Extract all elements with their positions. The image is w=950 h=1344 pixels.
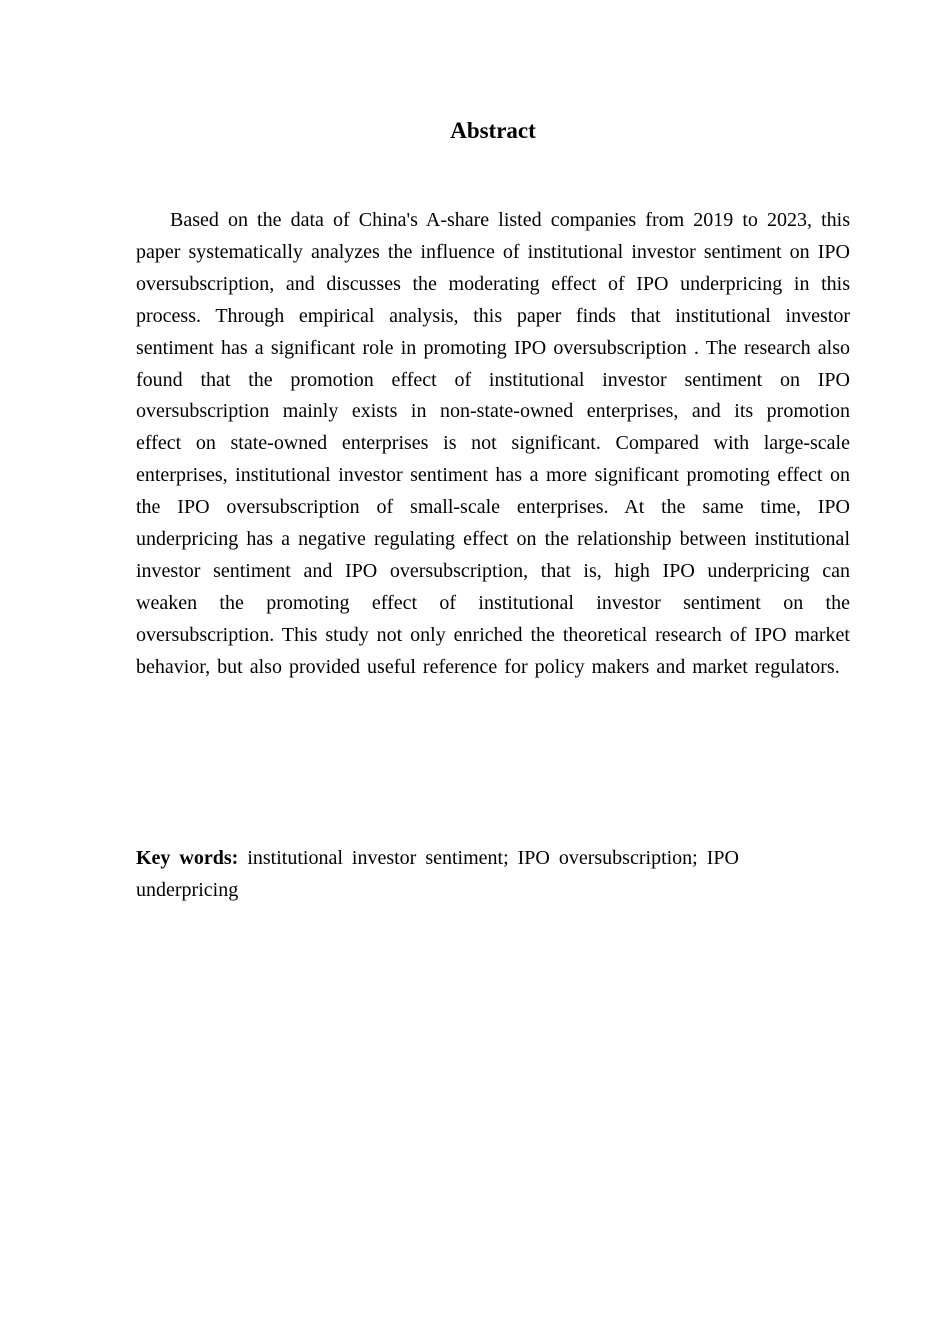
- keywords-line: [136, 843, 850, 907]
- keywords-label: Key words:: [136, 847, 239, 869]
- keywords-list: institutional investor sentiment; IPO oversubscription; IPO underpricing: [136, 847, 739, 901]
- page-title: Abstract: [450, 118, 536, 143]
- abstract-paragraph: Based on the data of China's A-share listed companies from 2019 to 2023, this paper systematically analyzes the influence of institutional investor sentiment on IPO oversubscription, and discusses the moderating effect of IPO underpricing in this process. Through empirical analysis, this paper finds that institutional investor sentiment has a significant role in promoting IPO oversubscription . The research also found that the promotion effect of institutional investor sentiment on IPO oversubscription mainly exists in non-state-owned enterprises, and its promotion effect on state-owned enterprises is not significant. Compared with large-scale enterprises, institutional investor sentiment has a more significant promoting effect on the IPO oversubscription of small-scale enterprises. At the same time, IPO underpricing has a negative regulating effect on the relationship between institutional investor sentiment and IPO oversubscription, that is, high IPO underpricing can weaken the promoting effect of institutional investor sentiment on the oversubscription. This study not only enriched the theoretical research of IPO market behavior, but also provided useful reference for policy makers and market regulators.: [136, 209, 850, 678]
